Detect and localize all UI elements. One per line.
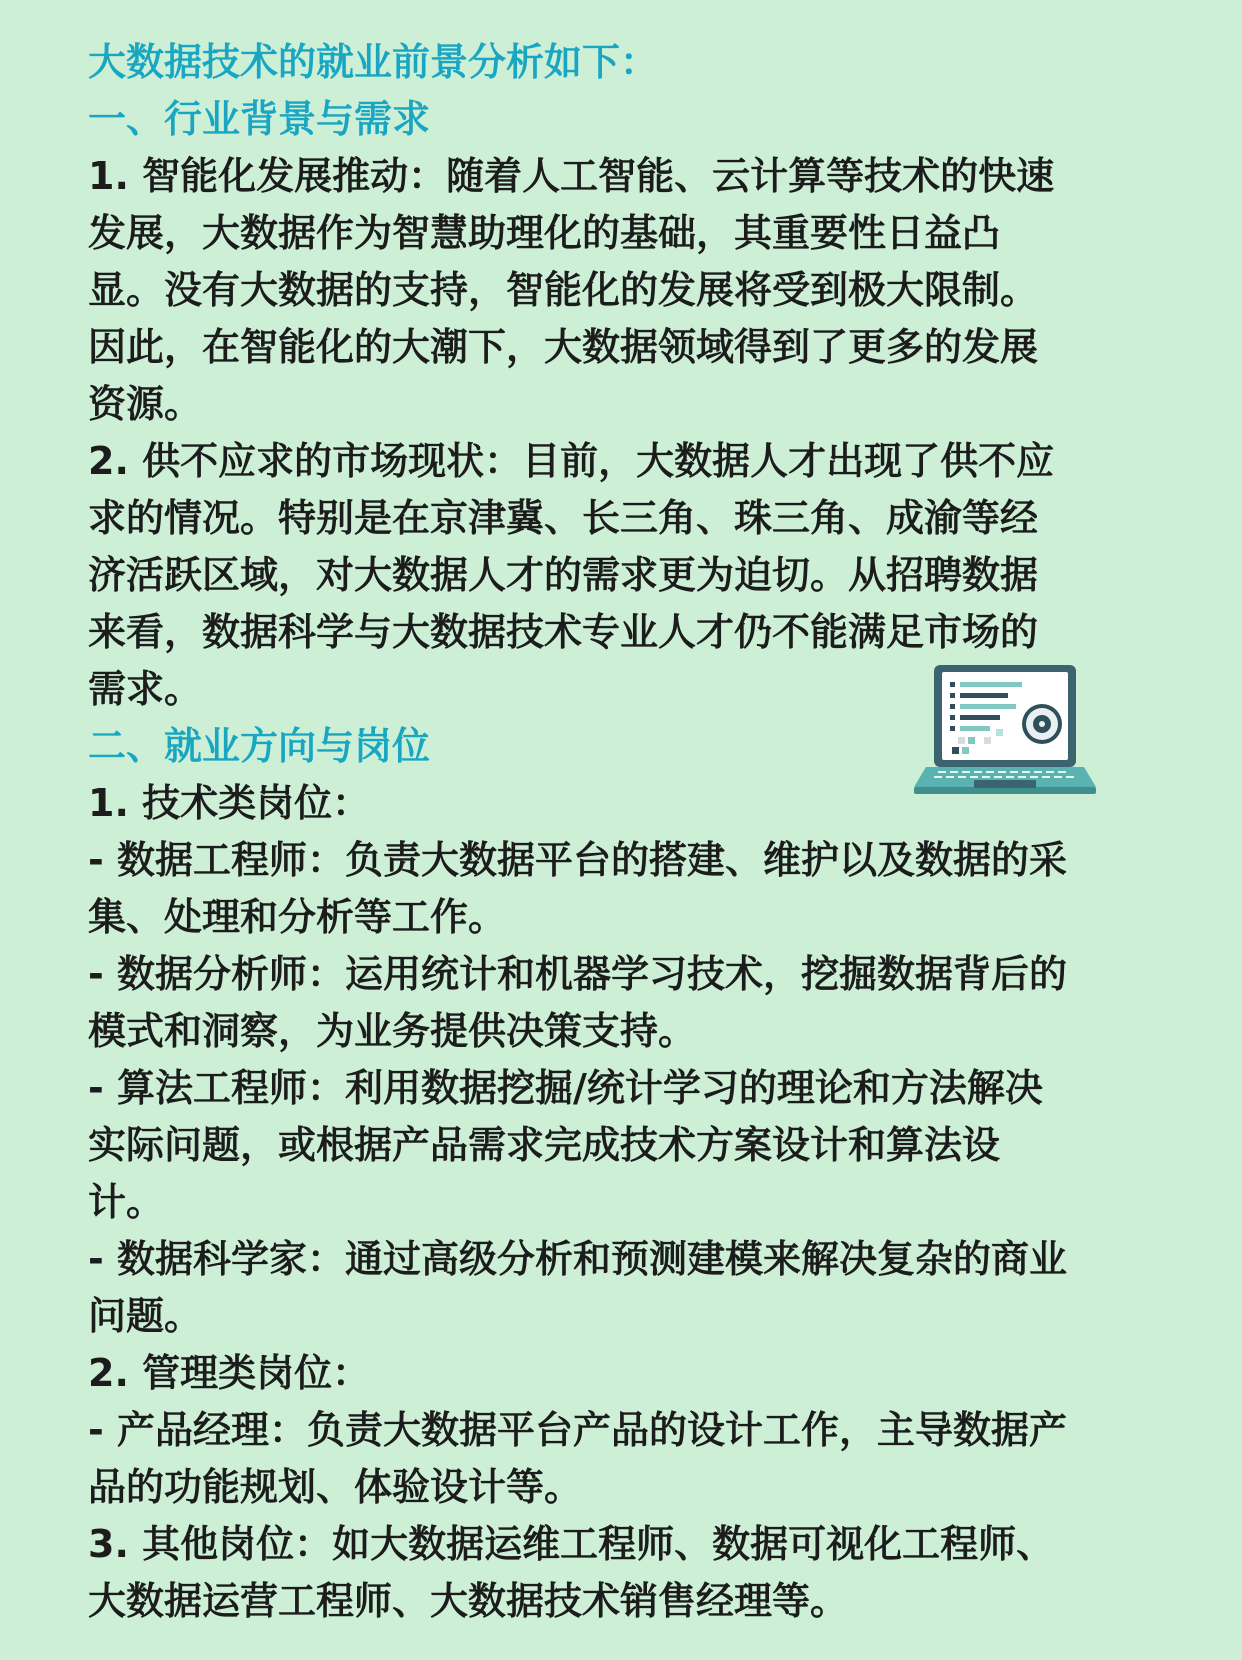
line: 模式和洞察，为业务提供决策支持。 — [88, 1009, 697, 1053]
line: 计。 — [88, 1180, 165, 1224]
article-body — [88, 34, 1168, 1630]
line: 2. 管理类岗位： — [88, 1351, 371, 1395]
line: - 算法工程师：利用数据挖掘/统计学习的理论和方法解决 — [88, 1066, 1043, 1110]
line: 来看，数据科学与大数据技术专业人才仍不能满足市场的 — [88, 610, 1039, 654]
line: 1. 智能化发展推动：随着人工智能、云计算等技术的快速 — [88, 154, 1055, 198]
line: 因此，在智能化的大潮下，大数据领域得到了更多的发展 — [88, 325, 1039, 369]
line: - 数据工程师：负责大数据平台的搭建、维护以及数据的采 — [88, 838, 1068, 882]
line: - 数据分析师：运用统计和机器学习技术，挖掘数据背后的 — [88, 952, 1068, 996]
line: 显。没有大数据的支持，智能化的发展将受到极大限制。 — [88, 268, 1039, 312]
line: 实际问题，或根据产品需求完成技术方案设计和算法设 — [88, 1123, 1001, 1167]
section-heading: 一、行业背景与需求 — [88, 97, 431, 141]
line: 2. 供不应求的市场现状：目前，大数据人才出现了供不应 — [88, 439, 1055, 483]
line: 集、处理和分析等工作。 — [88, 895, 507, 939]
line: - 数据科学家：通过高级分析和预测建模来解决复杂的商业 — [88, 1237, 1068, 1281]
section-heading: 大数据技术的就业前景分析如下： — [88, 40, 659, 84]
line: 资源。 — [88, 382, 203, 426]
laptop-analytics-icon — [912, 663, 1098, 799]
section-heading: 二、就业方向与岗位 — [88, 724, 431, 768]
line: 求的情况。特别是在京津冀、长三角、珠三角、成渝等经 — [88, 496, 1039, 540]
line: 品的功能规划、体验设计等。 — [88, 1465, 583, 1509]
line: 济活跃区域，对大数据人才的需求更为迫切。从招聘数据 — [88, 553, 1039, 597]
line: - 产品经理：负责大数据平台产品的设计工作，主导数据产 — [88, 1408, 1068, 1452]
line: 发展，大数据作为智慧助理化的基础，其重要性日益凸 — [88, 211, 1001, 255]
line: 3. 其他岗位：如大数据运维工程师、数据可视化工程师、 — [88, 1522, 1055, 1566]
line: 问题。 — [88, 1294, 203, 1338]
line: 需求。 — [88, 667, 203, 711]
line: 大数据运营工程师、大数据技术销售经理等。 — [88, 1579, 849, 1623]
line: 1. 技术类岗位： — [88, 781, 371, 825]
